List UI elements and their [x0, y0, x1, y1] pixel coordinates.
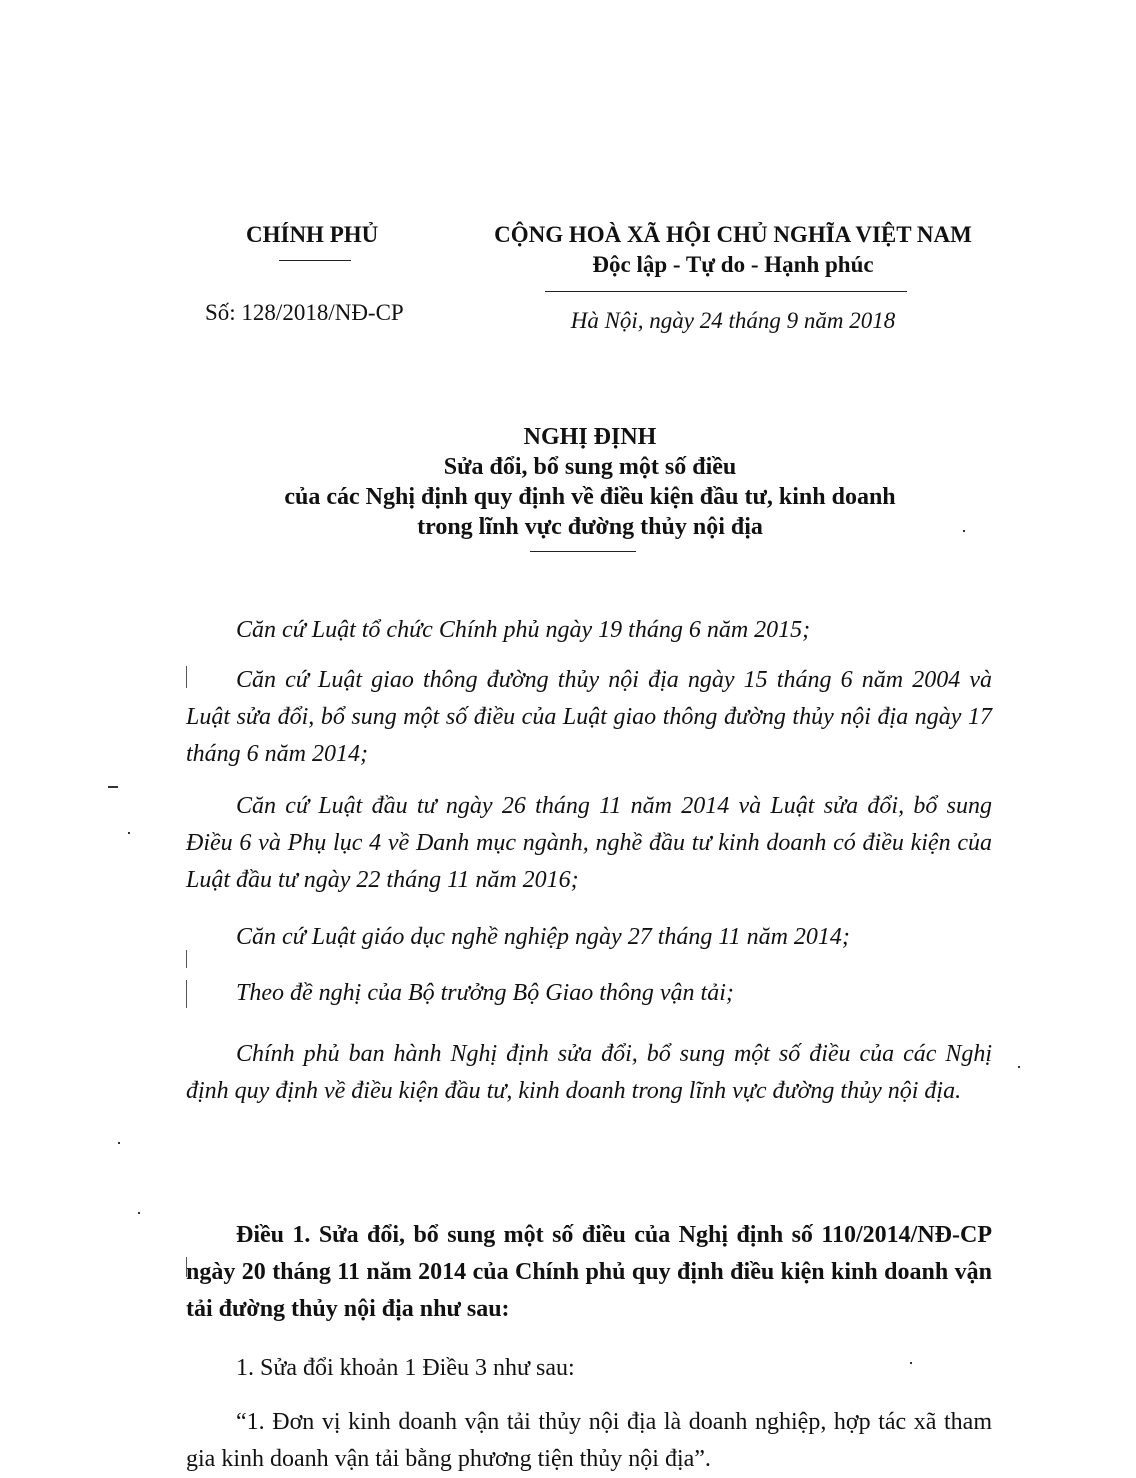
preamble-basis-1: Căn cứ Luật tổ chức Chính phủ ngày 19 tháng 6 năm 2015; — [236, 617, 811, 643]
preamble-basis-3: Căn cứ Luật đầu tư ngày 26 tháng 11 năm 2014 và Luật sửa đổi, bổ sung Điều 6 và Phụ lục 4 về Danh mục ngành, nghề đầu tư kinh doanh có điều kiện của Luật đầu tư ngày 22 tháng 11 năm 2016; — [186, 793, 992, 893]
document-number: Số: 128/2018/NĐ-CP — [205, 300, 404, 325]
place-date: Hà Nội, ngày 24 tháng 9 năm 2018 — [570, 308, 896, 333]
preamble-basis-2: Căn cứ Luật giao thông đường thủy nội địa ngày 15 tháng 6 năm 2004 và Luật sửa đổi, bổ sung một số điều của Luật giao thông đường thủy nội địa ngày 17 tháng 6 năm 2014; — [186, 667, 992, 767]
national-motto: Độc lập - Tự do - Hạnh phúc — [592, 252, 874, 277]
scan-speck — [128, 832, 130, 834]
scan-speck — [118, 1142, 120, 1144]
scan-mark — [186, 1257, 187, 1277]
motto-underline — [545, 291, 907, 292]
preamble-enactment: Chính phủ ban hành Nghị định sửa đổi, bổ sung một số điều của các Nghị định quy định về điều kiện đầu tư, kinh doanh trong lĩnh vực đường thủy nội địa. — [186, 1041, 992, 1104]
scan-speck — [910, 1362, 912, 1364]
agency-underline — [279, 260, 351, 261]
article-1-heading: Điều 1. Sửa đổi, bổ sung một số điều của Nghị định số 110/2014/NĐ-CP ngày 20 tháng 11 năm 2014 của Chính phủ quy định điều kiện kinh doanh vận tải đường thủy nội địa như sau: — [186, 1222, 992, 1322]
document-type: NGHỊ ĐỊNH — [523, 424, 657, 450]
title-line-1: Sửa đổi, bổ sung một số điều — [443, 454, 737, 480]
scan-mark — [186, 666, 187, 688]
national-title: CỘNG HOÀ XÃ HỘI CHỦ NGHĨA VIỆT NAM — [494, 222, 972, 247]
title-line-2: của các Nghị định quy định về điều kiện đầu tư, kinh doanh — [284, 484, 896, 510]
scan-mark — [186, 950, 187, 968]
preamble-proposal: Theo đề nghị của Bộ trưởng Bộ Giao thông vận tải; — [236, 980, 734, 1006]
article-1-quote: “1. Đơn vị kinh doanh vận tải thủy nội địa là doanh nghiệp, hợp tác xã tham gia kinh doanh vận tải bằng phương tiện thủy nội địa”. — [186, 1409, 992, 1472]
preamble-basis-4: Căn cứ Luật giáo dục nghề nghiệp ngày 27 tháng 11 năm 2014; — [236, 924, 850, 950]
scan-speck — [138, 1212, 140, 1214]
article-1-clause-1: 1. Sửa đổi khoản 1 Điều 3 như sau: — [236, 1355, 575, 1381]
scan-speck — [1018, 1066, 1020, 1068]
scan-speck — [108, 786, 118, 788]
scan-mark — [186, 980, 187, 1008]
scan-speck — [963, 530, 965, 532]
title-underline — [530, 551, 636, 552]
issuing-agency: CHÍNH PHỦ — [246, 222, 379, 247]
title-line-3: trong lĩnh vực đường thủy nội địa — [417, 514, 763, 540]
